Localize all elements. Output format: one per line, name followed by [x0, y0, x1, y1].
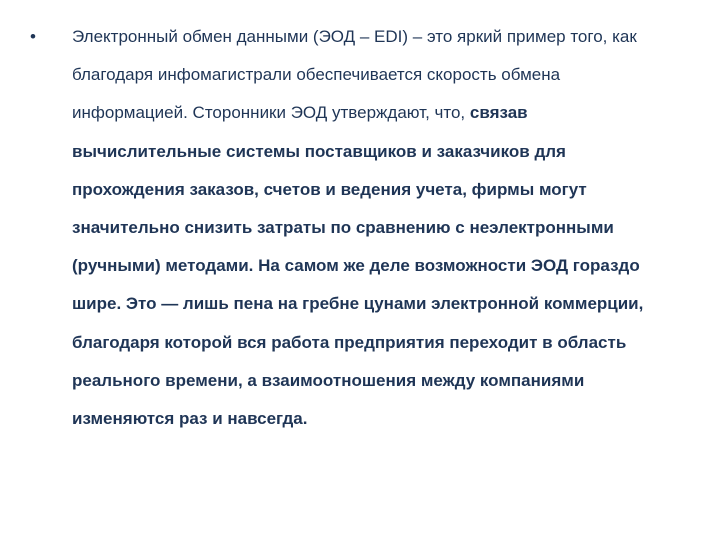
paragraph-plain-text: Электронный обмен данными (ЭОД – EDI) – это яркий пример того, как благодаря инфомагистрали обеспечивается скорость обмена информацией. Сторонники ЭОД утверждают, что,: [72, 27, 637, 123]
bullet-list: [30, 18, 680, 438]
paragraph-bold-text: связав вычислительные системы поставщиков и заказчиков для прохождения заказов, счетов и ведения учета, фирмы могут значительно снизить затраты по сравнению с неэлектронными (ручными) методами. На самом же деле возможности ЭОД гораздо шире. Это — лишь пена на гребне цунами электронной коммерции, благодаря которой вся работа предприятия переходит в область реального времени, а взаимоотношения между компаниями изменяются раз и навсегда.: [72, 103, 644, 429]
paragraph-text: [72, 18, 680, 438]
bullet-icon: •: [30, 27, 36, 46]
bullet-item: [30, 18, 680, 438]
